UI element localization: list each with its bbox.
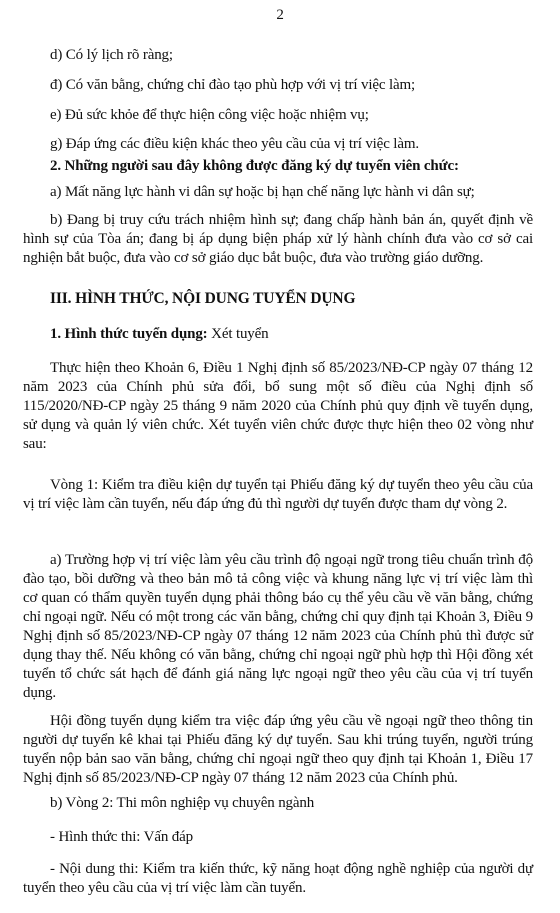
- page-number: 2: [276, 7, 284, 23]
- para-language-requirement: a) Trường hợp vị trí việc làm yêu cầu trình độ ngoại ngữ trong tiêu chuẩn trình độ đào tạo, bồi dưỡng và theo bản mô tả công việc và khung năng lực vị trí việc làm thì cơ quan có thẩm quyền tuyển dụng phải thông báo cụ thể yêu cầu về văn bằng, chứng chỉ ngoại ngữ. Nếu có một trong các văn bằng, chứng chỉ quy định tại Khoản 3, Điều 9 Nghị định số 85/2023/NĐ-CP ngày 07 tháng 12 năm 2023 của Chính phủ thì được sử dụng thay thế. Nếu không có văn bằng, chứng chỉ ngoại ngữ phù hợp thì Hội đồng xét tuyển tổ chức sát hạch để đánh giá năng lực ngoại ngữ theo yêu cầu của vị trí tuyển dụng.: [23, 552, 533, 701]
- form-heading-label: 1. Hình thức tuyển dụng:: [50, 326, 208, 342]
- para-council-check: Hội đồng tuyển dụng kiểm tra việc đáp ứng yêu cầu về ngoại ngữ theo thông tin người dự tuyển kê khai tại Phiếu đăng ký dự tuyển. Sau khi trúng tuyển, người trúng tuyển nộp bản sao văn bằng, chứng chỉ ngoại ngữ theo quy định tại Khoản 1, Điều 17 Nghị định số 85/2023/NĐ-CP ngày 07 tháng 12 năm 2023 của Chính phủ.: [23, 713, 533, 786]
- list-item-d: d) Có lý lịch rõ ràng;: [50, 47, 173, 63]
- list-item-g: g) Đáp ứng các điều kiện khác theo yêu cầu của vị trí việc làm.: [50, 136, 419, 152]
- round2-line: b) Vòng 2: Thi môn nghiệp vụ chuyên ngành: [50, 795, 315, 811]
- section2-item-a: a) Mất năng lực hành vi dân sự hoặc bị hạn chế năng lực hành vi dân sự;: [50, 184, 475, 200]
- list-item-dd: đ) Có văn bằng, chứng chỉ đào tạo phù hợp với vị trí việc làm;: [50, 77, 416, 93]
- exam-content: - Nội dung thi: Kiểm tra kiến thức, kỹ năng hoạt động nghề nghiệp của người dự tuyển theo yêu cầu của vị trí việc làm cần tuyển.: [23, 861, 533, 896]
- section2-item-b: b) Đang bị truy cứu trách nhiệm hình sự; đang chấp hành bản án, quyết định về hình sự của Tòa án; đang bị áp dụng biện pháp xử lý hành chính đưa vào cơ sở cai nghiện bắt buộc, đưa vào cơ sở giáo dục bắt buộc, đưa vào trường giáo dưỡng.: [23, 212, 533, 266]
- exam-form-line: - Hình thức thi: Vấn đáp: [50, 829, 193, 845]
- section2-heading: 2. Những người sau đây không được đăng ký dự tuyển viên chức:: [50, 158, 459, 174]
- form-heading-value: Xét tuyển: [207, 326, 269, 342]
- list-item-e: e) Đủ sức khỏe để thực hiện công việc hoặc nhiệm vụ;: [50, 107, 369, 123]
- form-heading: [50, 325, 269, 344]
- para-round1: Vòng 1: Kiểm tra điều kiện dự tuyển tại Phiếu đăng ký dự tuyển theo yêu cầu của vị trí việc làm cần tuyển, nếu đáp ứng đủ thì người dự tuyển được tham dự vòng 2.: [23, 477, 533, 512]
- para-legal-basis: Thực hiện theo Khoản 6, Điều 1 Nghị định số 85/2023/NĐ-CP ngày 07 tháng 12 năm 2023 của Chính phủ sửa đổi, bổ sung một số điều của Nghị định số 115/2020/NĐ-CP ngày 25 tháng 9 năm 2020 của Chính phủ quy định về tuyển dụng, sử dụng và quản lý viên chức. Xét tuyển viên chức được thực hiện theo 02 vòng như sau:: [23, 360, 533, 452]
- section3-heading: III. HÌNH THỨC, NỘI DUNG TUYỂN DỤNG: [50, 290, 356, 307]
